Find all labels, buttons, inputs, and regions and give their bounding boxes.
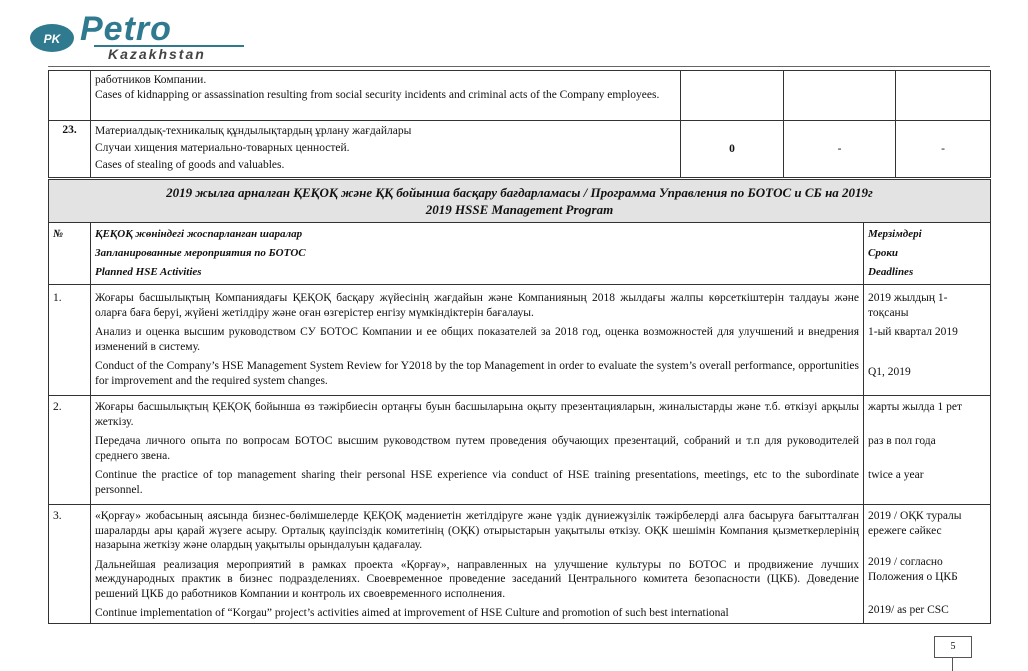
- deadline-en: 2019/ as per CSC: [868, 604, 949, 616]
- activity-ru: Дальнейшая реализация мероприятий в рамках проекта «Қорғау», направленных на улучшение культуры по БОТОС и продвижение лучших международных практик в бизнес подразделениях. Своевременное проведение заседаний Центрального комитета безопасности (ЦКБ). Доведение решений ЦКБ до работников Компании и контроль их своевременного исполнения.: [95, 558, 859, 600]
- activity-kz: Жоғары басшылықтың Компаниядағы ҚЕҚОҚ басқару жүйесінің жағдайын және Компанияның 2018 жылдағы жалпы көрсеткіштерін талдауы және оларға баға беруі, жүйені жетілдіру және оған өзгерістер енгізу мүмкіндіктерін бағалауы.: [95, 292, 859, 319]
- deadline-kz: жарты жылда 1 рет: [868, 401, 963, 413]
- header-deadlines: [864, 223, 991, 285]
- program-number: 1.: [49, 285, 91, 396]
- program-activities: [91, 285, 864, 396]
- deadline-kz: 2019 / ОҚК туралы ережеге сәйкес: [868, 510, 962, 537]
- header-rule: [48, 66, 990, 67]
- logo-mark-text: PK: [43, 32, 61, 46]
- program-activities: [91, 505, 864, 624]
- header-deadlines-kz: Мерзімдері: [868, 228, 922, 240]
- section-title-line-1: 2019 жылға арналған ҚЕҚОҚ және ҚҚ бойынша басқару бағдарламасы / Программа Управления по БОТОС и СБ на 2019г: [166, 185, 873, 200]
- row-value: -: [896, 121, 991, 178]
- activity-kz: Жоғары басшылықтың ҚЕҚОҚ бойынша өз тәжірбиесін ортаңғы буын басшыларына оқыту презентацияларын, жиналыстарды және т.б. өткізуі арқылы жеткізу.: [95, 401, 859, 428]
- header-number: №: [49, 223, 91, 285]
- activity-en: Conduct of the Company’s HSE Management System Review for Y2018 by the top Management in order to evaluate the system’s overall performance, opportunities for improvement and the required system changes.: [95, 360, 859, 387]
- section-title: [49, 180, 991, 223]
- row-value: 0: [681, 121, 784, 178]
- row-value: [896, 71, 991, 121]
- page-number: 5: [934, 636, 972, 658]
- row-number: [49, 71, 91, 121]
- program-number: 3.: [49, 505, 91, 624]
- row-text: [91, 121, 681, 178]
- program-deadline: [864, 505, 991, 624]
- logo-subtitle: Kazakhstan: [108, 46, 206, 62]
- row-value: [681, 71, 784, 121]
- row-line: Случаи хищения материально-товарных ценностей.: [95, 142, 350, 154]
- hse-program-table: [48, 179, 991, 624]
- deadline-ru: 2019 / согласно Положения о ЦКБ: [868, 556, 958, 583]
- row-line: Материалдық-техникалық құндылықтардың ұрлану жағдайлары: [95, 125, 412, 137]
- row-number: 23.: [49, 121, 91, 178]
- table-row: [49, 285, 991, 396]
- header-deadlines-ru: Сроки: [868, 247, 899, 259]
- header-deadlines-en: Deadlines: [868, 266, 914, 278]
- activity-ru: Анализ и оценка высшим руководством СУ БОТОС Компании и ее общих показателей за 2018 год, оценка возможностей для улучшений и внедрения изменений в систему.: [95, 326, 859, 353]
- deadline-en: Q1, 2019: [868, 366, 911, 378]
- activity-en: Continue implementation of “Korgau” project’s activities aimed at improvement of HSE Culture and promotion of such best international: [95, 607, 729, 619]
- table-row: [49, 71, 991, 121]
- deadline-ru: 1-ый квартал 2019: [868, 326, 958, 338]
- row-line: Cases of kidnapping or assassination resulting from social security incidents and criminal acts of the Company employees.: [95, 88, 660, 101]
- header-activities-en: Planned HSE Activities: [95, 266, 202, 278]
- activity-ru: Передача личного опыта по вопросам БОТОС высшим руководством путем проведения обучающих презентаций, собраний и т.п для руководителей среднего звена.: [95, 435, 859, 462]
- page-number-tick: [952, 657, 953, 671]
- table-row: [49, 121, 991, 178]
- row-line: работников Компании.: [95, 74, 207, 86]
- petro-kazakhstan-logo-icon: [28, 22, 78, 54]
- company-logo: [28, 10, 228, 66]
- header-activities-kz: ҚЕҚОҚ жөніндегі жоспарланған шаралар: [95, 228, 303, 240]
- program-activities: [91, 396, 864, 505]
- header-row: [49, 223, 991, 285]
- section-title-line-2: 2019 HSSE Management Program: [425, 202, 614, 217]
- program-deadline: [864, 285, 991, 396]
- row-value: -: [784, 121, 896, 178]
- deadline-kz: 2019 жылдың 1-тоқсаны: [868, 292, 948, 319]
- row-text: [91, 71, 681, 121]
- program-number: 2.: [49, 396, 91, 505]
- logo-word: Petro: [80, 10, 172, 48]
- incident-table: [48, 70, 991, 178]
- table-row: [49, 505, 991, 624]
- activity-kz: «Қорғау» жобасының аясында бизнес-бөлімшелерде ҚЕҚОҚ мәдениетін жетілдіруге және үздік дүниежүзілік тәжірбелерді алға басыруға бағытталған шараларды ары қарай жүзеге асыру. Орталық қауіпсіздік комитетінің (ОҚК) отырыстарын уақытылы өткізу. ОҚК шешімін Компания қызметкерлерінің назарына жеткізу және олардың уақытылы орындалуын қадағалау.: [95, 510, 859, 551]
- header-activities: [91, 223, 864, 285]
- deadline-ru: раз в пол года: [868, 435, 936, 447]
- deadline-en: twice a year: [868, 469, 924, 481]
- program-deadline: [864, 396, 991, 505]
- row-value: [784, 71, 896, 121]
- table-row: [49, 396, 991, 505]
- section-title-row: [49, 180, 991, 223]
- row-line: Cases of stealing of goods and valuables.: [95, 159, 285, 171]
- activity-en: Continue the practice of top management sharing their personal HSE experience via conduct of HSE training presentations, meetings, etc to the subordinate personnel.: [95, 469, 859, 496]
- header-activities-ru: Запланированные мероприятия по БОТОС: [95, 247, 306, 259]
